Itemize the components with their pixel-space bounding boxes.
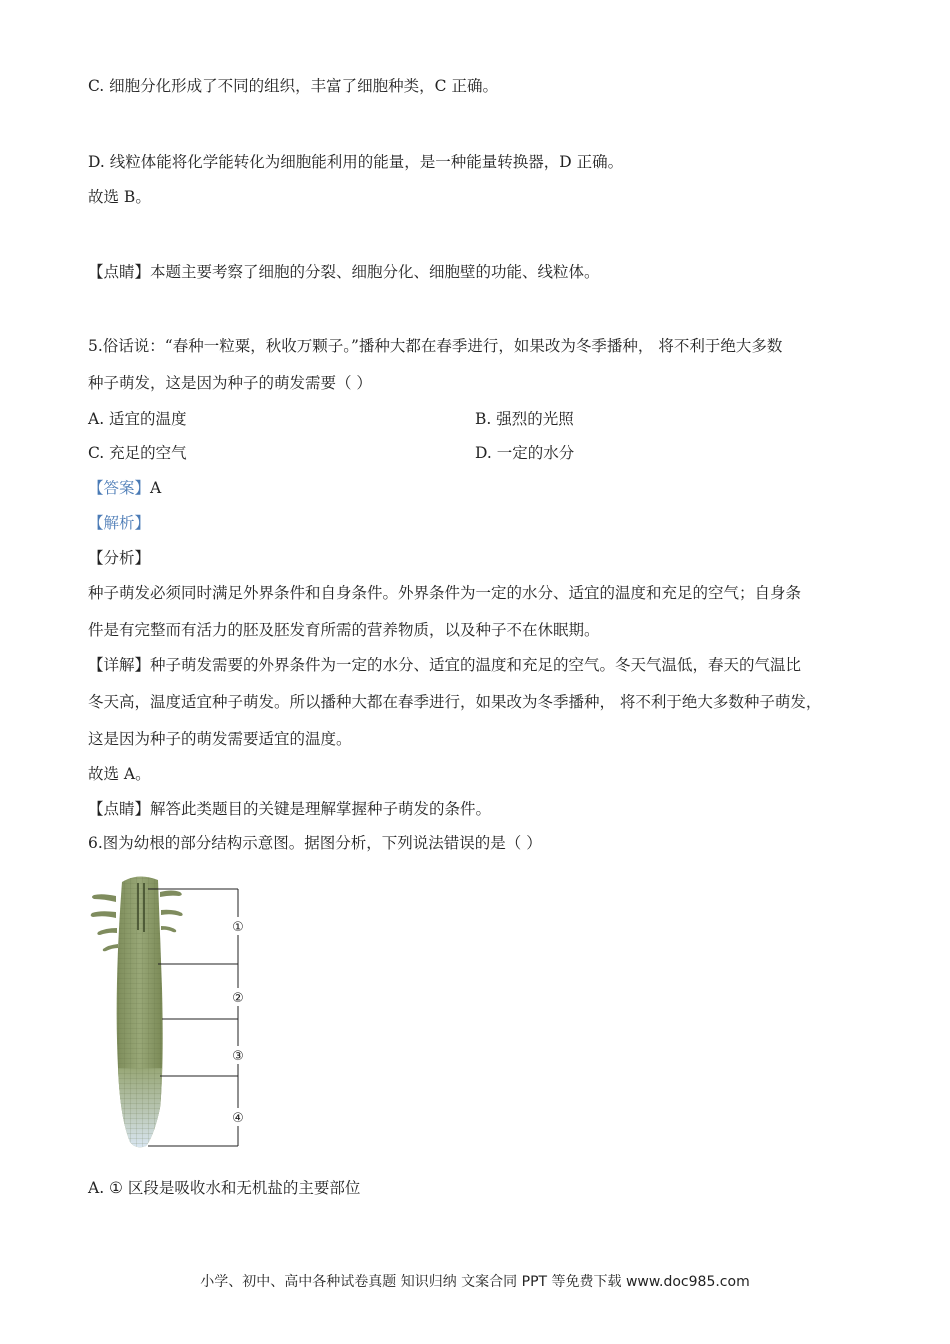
zone-label-2: ② [232,991,244,1006]
zone-label-4: ④ [232,1111,244,1126]
fenxi-tag: 【分析】 [88,549,151,567]
option-a: A. ① 区段是吸收水和无机盐的主要部位 [88,1179,361,1197]
text-line: 这是因为种子的萌发需要适宜的温度。 [88,730,352,748]
answer-line [88,478,161,498]
answer-value: A [150,479,162,497]
zone-label-1: ① [232,920,244,935]
page-footer: 小学、初中、高中各种试卷真题 知识归纳 文案合同 PPT 等免费下载 www.doc985.com [200,1274,750,1290]
option-b: B. 强烈的光照 [475,410,574,428]
option-d: D. 一定的水分 [475,444,575,462]
option-a: A. 适宜的温度 [88,410,187,428]
text-line: D. 线粒体能将化学能转化为细胞能利用的能量，是一种能量转换器，D 正确。 [88,153,624,171]
text-span: 解答此类题目的关键是理解掌握种子萌发的条件。 [150,800,492,818]
text-line: 冬天高，温度适宜种子萌发。所以播种大都在春季进行，如果改为冬季播种， 将不利于绝大多数种子萌发， [88,693,822,711]
text-line: 种子萌发必须同时满足外界条件和自身条件。外界条件为一定的水分、适宜的温度和充足的空气；自身条 [88,584,802,602]
text-line: C. 细胞分化形成了不同的组织，丰富了细胞种类，C 正确。 [88,77,498,95]
text-line: 故选 B。 [88,188,151,206]
question-text: 6.图为幼根的部分结构示意图。据图分析，下列说法错误的是（ ） [88,834,542,852]
text-line [88,262,600,282]
zone-label-3: ③ [232,1049,244,1064]
text-span: 本题主要考察了细胞的分裂、细胞分化、细胞壁的功能、线粒体。 [150,263,600,281]
text-line [88,799,491,819]
question-text: 种子萌发，这是因为种子的萌发需要（ ） [88,374,372,392]
answer-tag: 【答案】 [88,479,151,497]
analysis-tag: 【解析】 [88,514,151,532]
text-line [88,655,801,675]
option-c: C. 充足的空气 [88,444,187,462]
section-tag: 【详解】 [88,656,151,674]
question-text: 5.俗话说：“春种一粒粟，秋收万颗子。”播种大都在春季进行，如果改为冬季播种， 将不利于绝大多数 [88,337,783,355]
text-line: 件是有完整而有活力的胚及胚发育所需的营养物质，以及种子不在休眠期。 [88,621,600,639]
section-tag: 【点睛】 [88,800,151,818]
root-structure-figure [88,868,253,1153]
text-span: 种子萌发需要的外界条件为一定的水分、适宜的温度和充足的空气。冬天气温低，春天的气温比 [150,656,802,674]
text-line: 故选 A。 [88,765,151,783]
section-tag: 【点睛】 [88,263,151,281]
